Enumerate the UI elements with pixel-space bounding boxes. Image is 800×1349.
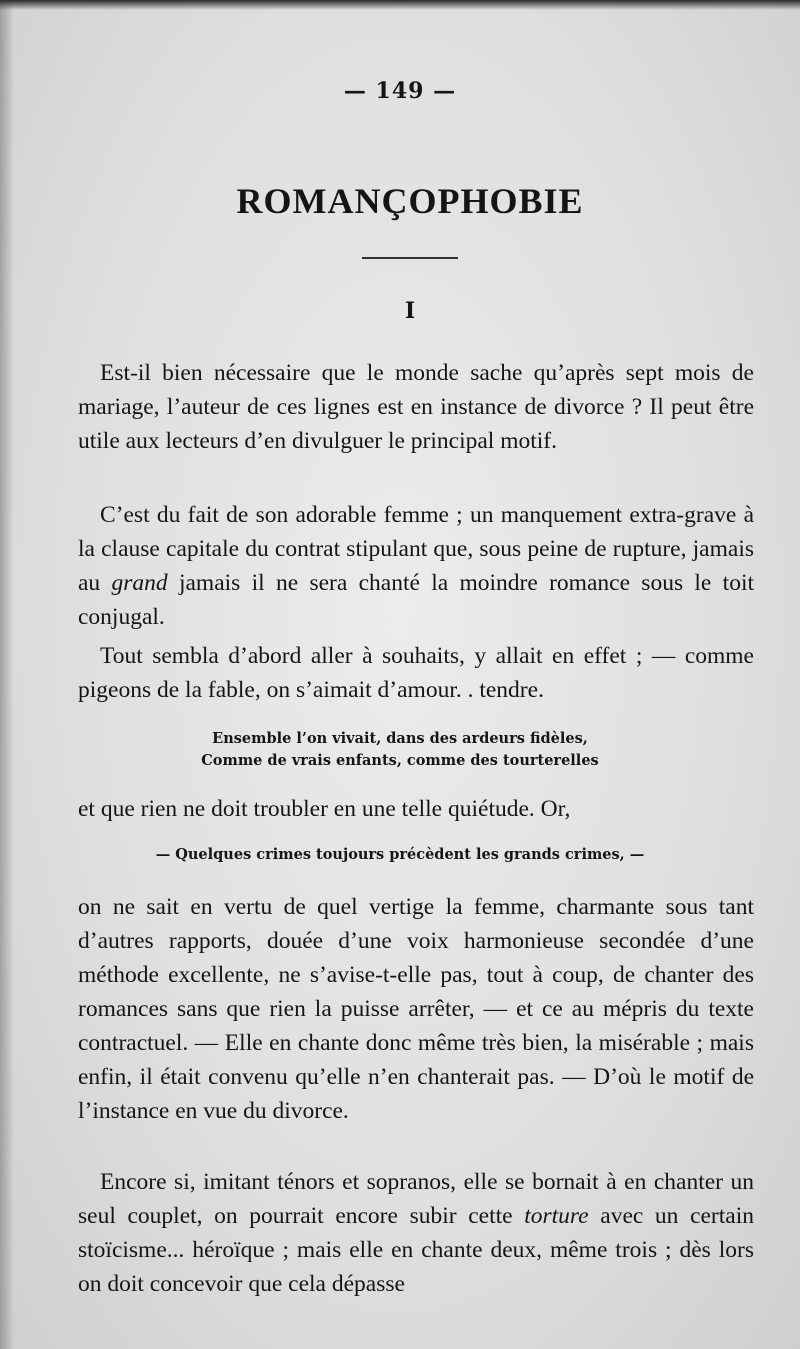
section-number: I (404, 298, 416, 324)
verse-line-2: Comme de vrais enfants, comme des tourterelles (201, 752, 599, 769)
paragraph-2-italic: grand (111, 570, 168, 596)
paragraph-4: et que rien ne doit troubler en une telle quiétude. Or, (78, 796, 571, 822)
verse-line-3: — Quelques crimes toujours précèdent les grands crimes, — (155, 846, 645, 863)
paragraph-6-part-a: Encore si, imitant ténors et sopranos, elle se bornait à en chanter un seul couplet, on pourrait encore subir cette (78, 1169, 754, 1229)
paragraph-6-italic: torture (524, 1203, 589, 1229)
paragraph-5: on ne sait en vertu de quel vertige la femme, charmante sous tant d’autres rapports, douée d’une voix harmonieuse secondée d’une méthode excellente, ne s’avise-t-elle pas, tout à coup, de chanter des romances sans que rien la puisse arrêter, — et ce au mépris du texte contractuel. — Elle en chante donc même très bien, la misérable ; mais enfin, il était convenu qu’elle n’en chanterait pas. — D’où le motif de l’instance en vue du divorce. (78, 894, 754, 1124)
paragraph-6-part-b: avec un certain stoïcisme... héroïque ; mais elle en chante deux, même trois ; dès lors on doit concevoir que cela dépasse (78, 1203, 754, 1297)
title-rule (362, 257, 458, 259)
paragraph-2-part-a: C’est du fait de son adorable femme ; un manquement extra-grave à la clause capitale du contrat stipulant que, sous peine de rupture, jamais au (78, 502, 754, 596)
paragraph-2 (78, 498, 754, 634)
paragraph-1: Est-il bien nécessaire que le monde sache qu’après sept mois de mariage, l’auteur de ces lignes est en instance de divorce ? Il peut être utile aux lecteurs d’en divulguer le principal motif. (78, 360, 754, 454)
paragraph-3: Tout sembla d’abord aller à souhaits, y allait en effet ; — comme pigeons de la fable, on s’aimait d’amour. . tendre. (78, 643, 754, 703)
page-top-shadow (0, 0, 800, 10)
verse-line-1: Ensemble l’on vivait, dans des ardeurs fidèles, (212, 730, 588, 747)
chapter-title: ROMANÇOPHOBIE (236, 181, 584, 221)
paragraph-2-part-b: jamais il ne sera chanté la moindre romance sous le toit conjugal. (78, 570, 754, 630)
paragraph-6 (78, 1165, 754, 1301)
page-number: — 149 — (343, 78, 457, 104)
